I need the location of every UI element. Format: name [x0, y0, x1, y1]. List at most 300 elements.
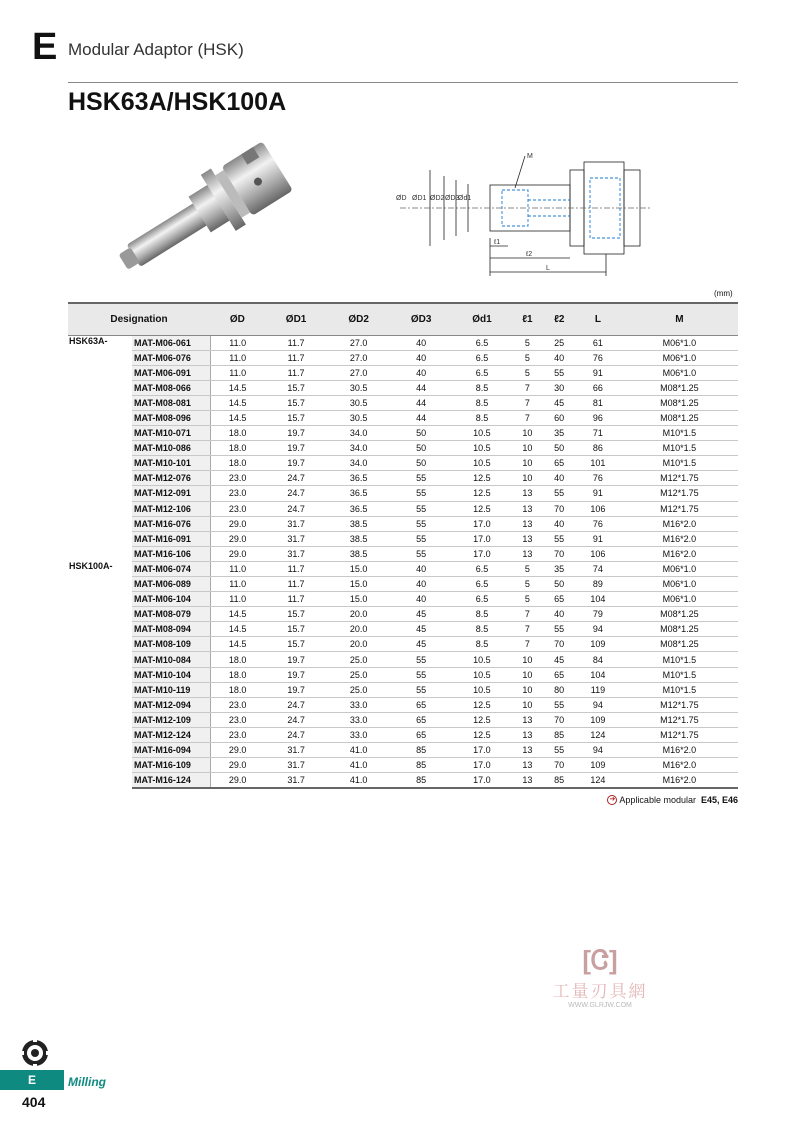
- table-cell: M10*1.5: [621, 652, 738, 667]
- table-cell: 13: [512, 546, 544, 561]
- table-cell: 70: [543, 758, 575, 773]
- table-cell: 55: [390, 501, 453, 516]
- table-cell: 27.0: [327, 365, 390, 380]
- column-header: ØD1: [265, 303, 328, 335]
- designation-cell: MAT-M06-104: [132, 592, 210, 607]
- table-cell: 44: [390, 410, 453, 425]
- section-letter: E: [32, 26, 58, 68]
- table-cell: 23.0: [210, 501, 265, 516]
- table-cell: 13: [512, 501, 544, 516]
- table-cell: 55: [390, 667, 453, 682]
- section-label: Milling: [68, 1075, 106, 1089]
- table-cell: 119: [575, 682, 621, 697]
- table-cell: 7: [512, 622, 544, 637]
- table-cell: 13: [512, 773, 544, 788]
- table-cell: 25: [543, 335, 575, 350]
- table-cell: 45: [390, 607, 453, 622]
- table-cell: 61: [575, 335, 621, 350]
- table-cell: 41.0: [327, 743, 390, 758]
- table-cell: 91: [575, 531, 621, 546]
- table-cell: 11.7: [265, 592, 328, 607]
- table-cell: 17.0: [452, 546, 511, 561]
- drawing-label-od2: ØD2: [430, 195, 445, 202]
- unit-label: (mm): [714, 289, 733, 298]
- table-cell: 24.7: [265, 471, 328, 486]
- spec-table: [68, 302, 738, 789]
- table-cell: M06*1.0: [621, 365, 738, 380]
- table-cell: 14.5: [210, 637, 265, 652]
- table-cell: 24.7: [265, 712, 328, 727]
- table-cell: 55: [390, 546, 453, 561]
- table-cell: 36.5: [327, 501, 390, 516]
- table-cell: 17.0: [452, 516, 511, 531]
- table-cell: 36.5: [327, 471, 390, 486]
- table-cell: 19.7: [265, 456, 328, 471]
- table-cell: 65: [543, 667, 575, 682]
- table-cell: 55: [543, 365, 575, 380]
- table-cell: 94: [575, 743, 621, 758]
- table-cell: 55: [543, 622, 575, 637]
- table-cell: 18.0: [210, 667, 265, 682]
- table-cell: 55: [390, 471, 453, 486]
- designation-cell: MAT-M12-124: [132, 727, 210, 742]
- table-cell: 29.0: [210, 546, 265, 561]
- table-cell: M08*1.25: [621, 607, 738, 622]
- table-cell: 50: [390, 441, 453, 456]
- table-cell: 11.0: [210, 577, 265, 592]
- table-cell: 12.5: [452, 712, 511, 727]
- product-photo: [100, 130, 310, 290]
- table-cell: 20.0: [327, 607, 390, 622]
- table-cell: 8.5: [452, 622, 511, 637]
- table-cell: 24.7: [265, 727, 328, 742]
- table-cell: 50: [390, 456, 453, 471]
- table-cell: 85: [543, 727, 575, 742]
- table-cell: 45: [390, 637, 453, 652]
- watermark-logo-icon: [Ꮳ]: [582, 945, 618, 975]
- table-row: [68, 577, 738, 592]
- table-cell: 18.0: [210, 456, 265, 471]
- table-cell: 40: [543, 471, 575, 486]
- table-cell: 31.7: [265, 516, 328, 531]
- table-cell: 19.7: [265, 652, 328, 667]
- table-cell: 29.0: [210, 531, 265, 546]
- column-header: Designation: [68, 303, 210, 335]
- table-cell: 20.0: [327, 637, 390, 652]
- table-cell: 18.0: [210, 441, 265, 456]
- table-cell: 7: [512, 607, 544, 622]
- table-cell: 40: [543, 516, 575, 531]
- table-cell: 10.5: [452, 667, 511, 682]
- table-row: [68, 395, 738, 410]
- table-cell: M08*1.25: [621, 637, 738, 652]
- milling-cutter-icon: [20, 1038, 50, 1068]
- table-cell: 91: [575, 486, 621, 501]
- table-cell: 18.0: [210, 426, 265, 441]
- table-row: [68, 758, 738, 773]
- table-cell: 34.0: [327, 441, 390, 456]
- designation-cell: MAT-M06-076: [132, 350, 210, 365]
- table-cell: 106: [575, 501, 621, 516]
- table-cell: 6.5: [452, 592, 511, 607]
- table-cell: 23.0: [210, 471, 265, 486]
- table-cell: 31.7: [265, 758, 328, 773]
- table-cell: M12*1.75: [621, 712, 738, 727]
- table-cell: 40: [543, 350, 575, 365]
- table-cell: M12*1.75: [621, 486, 738, 501]
- designation-cell: MAT-M08-081: [132, 395, 210, 410]
- table-cell: 12.5: [452, 486, 511, 501]
- table-cell: 65: [543, 592, 575, 607]
- table-row: [68, 516, 738, 531]
- table-cell: 94: [575, 697, 621, 712]
- drawing-label-m: M: [527, 153, 533, 160]
- table-cell: 33.0: [327, 697, 390, 712]
- table-cell: 50: [543, 577, 575, 592]
- table-cell: 24.7: [265, 486, 328, 501]
- table-cell: 19.7: [265, 682, 328, 697]
- table-cell: 40: [543, 607, 575, 622]
- designation-cell: MAT-M12-094: [132, 697, 210, 712]
- designation-cell: MAT-M08-096: [132, 410, 210, 425]
- table-cell: M06*1.0: [621, 592, 738, 607]
- table-cell: 70: [543, 637, 575, 652]
- table-cell: 13: [512, 486, 544, 501]
- table-row: [68, 365, 738, 380]
- table-cell: 13: [512, 743, 544, 758]
- table-cell: 40: [390, 592, 453, 607]
- table-cell: 7: [512, 380, 544, 395]
- designation-cell: MAT-M16-106: [132, 546, 210, 561]
- table-cell: 10.5: [452, 652, 511, 667]
- table-cell: 6.5: [452, 365, 511, 380]
- table-cell: 40: [390, 561, 453, 576]
- table-cell: M16*2.0: [621, 516, 738, 531]
- table-header-row: [68, 303, 738, 335]
- table-cell: 70: [543, 712, 575, 727]
- column-header: ØD2: [327, 303, 390, 335]
- table-cell: 31.7: [265, 773, 328, 788]
- group-label: HSK63A-: [69, 335, 108, 346]
- table-cell: 14.5: [210, 410, 265, 425]
- drawing-label-od-small: Ød1: [458, 195, 472, 202]
- applicable-note: [607, 795, 738, 805]
- note-ref[interactable]: E45, E46: [700, 795, 738, 805]
- table-cell: 65: [390, 712, 453, 727]
- table-cell: 19.7: [265, 441, 328, 456]
- table-cell: 10: [512, 682, 544, 697]
- section-tab[interactable]: E: [0, 1070, 64, 1090]
- table-row: [68, 380, 738, 395]
- table-cell: 29.0: [210, 516, 265, 531]
- table-row: [68, 637, 738, 652]
- table-cell: M12*1.75: [621, 471, 738, 486]
- table-cell: 8.5: [452, 380, 511, 395]
- table-cell: M10*1.5: [621, 456, 738, 471]
- table-cell: 76: [575, 350, 621, 365]
- designation-cell: MAT-M10-101: [132, 456, 210, 471]
- table-cell: 60: [543, 410, 575, 425]
- table-cell: 55: [390, 652, 453, 667]
- table-cell: 8.5: [452, 395, 511, 410]
- table-row: [68, 531, 738, 546]
- table-cell: 31.7: [265, 546, 328, 561]
- table-cell: 5: [512, 350, 544, 365]
- table-cell: 33.0: [327, 727, 390, 742]
- designation-cell: MAT-M06-074: [132, 561, 210, 576]
- designation-cell: MAT-M16-124: [132, 773, 210, 788]
- table-cell: 11.7: [265, 561, 328, 576]
- table-cell: 19.7: [265, 667, 328, 682]
- table-cell: 14.5: [210, 607, 265, 622]
- drawing-label-l: L: [546, 265, 550, 272]
- designation-cell: MAT-M08-079: [132, 607, 210, 622]
- technical-drawing: [390, 150, 740, 280]
- table-cell: M16*2.0: [621, 743, 738, 758]
- table-row: [68, 441, 738, 456]
- table-row: [68, 501, 738, 516]
- table-cell: M16*2.0: [621, 758, 738, 773]
- table-cell: 10: [512, 471, 544, 486]
- table-cell: 55: [390, 486, 453, 501]
- table-cell: 15.7: [265, 637, 328, 652]
- table-cell: 85: [390, 773, 453, 788]
- table-cell: 55: [543, 743, 575, 758]
- table-cell: 11.0: [210, 592, 265, 607]
- table-row: [68, 622, 738, 637]
- drawing-label-od: ØD: [396, 195, 407, 202]
- table-cell: 29.0: [210, 758, 265, 773]
- table-cell: M08*1.25: [621, 622, 738, 637]
- table-cell: 41.0: [327, 758, 390, 773]
- table-row: [68, 335, 738, 350]
- table-row: [68, 697, 738, 712]
- table-cell: 86: [575, 441, 621, 456]
- table-cell: 5: [512, 335, 544, 350]
- table-cell: 15.0: [327, 561, 390, 576]
- table-cell: 8.5: [452, 607, 511, 622]
- table-cell: 13: [512, 758, 544, 773]
- designation-cell: MAT-M10-084: [132, 652, 210, 667]
- table-cell: 80: [543, 682, 575, 697]
- table-cell: 34.0: [327, 426, 390, 441]
- table-row: [68, 456, 738, 471]
- table-cell: 7: [512, 637, 544, 652]
- table-cell: 7: [512, 395, 544, 410]
- table-cell: 25.0: [327, 652, 390, 667]
- table-cell: 27.0: [327, 350, 390, 365]
- table-cell: M16*2.0: [621, 773, 738, 788]
- header-divider: [68, 82, 738, 83]
- table-row: [68, 410, 738, 425]
- table-cell: 40: [390, 577, 453, 592]
- table-cell: 17.0: [452, 758, 511, 773]
- designation-cell: MAT-M08-094: [132, 622, 210, 637]
- designation-cell: MAT-M10-086: [132, 441, 210, 456]
- table-cell: 76: [575, 516, 621, 531]
- designation-cell: MAT-M16-091: [132, 531, 210, 546]
- section-title: Modular Adaptor (HSK): [68, 40, 244, 59]
- table-row: [68, 773, 738, 788]
- table-cell: 11.0: [210, 350, 265, 365]
- drawing-label-l1: ℓ1: [494, 239, 501, 246]
- table-cell: 10.5: [452, 456, 511, 471]
- table-cell: 71: [575, 426, 621, 441]
- table-cell: 12.5: [452, 697, 511, 712]
- table-cell: 24.7: [265, 697, 328, 712]
- table-cell: 66: [575, 380, 621, 395]
- table-cell: 10: [512, 426, 544, 441]
- designation-cell: MAT-M12-091: [132, 486, 210, 501]
- designation-cell: MAT-M08-066: [132, 380, 210, 395]
- table-cell: 15.7: [265, 410, 328, 425]
- watermark-text: 工量刃具網: [552, 982, 648, 1002]
- table-cell: 38.5: [327, 516, 390, 531]
- table-cell: 15.0: [327, 577, 390, 592]
- table-cell: 14.5: [210, 622, 265, 637]
- table-cell: 23.0: [210, 486, 265, 501]
- table-cell: 55: [390, 516, 453, 531]
- table-cell: 15.7: [265, 380, 328, 395]
- table-cell: 44: [390, 395, 453, 410]
- table-cell: 5: [512, 365, 544, 380]
- table-cell: 20.0: [327, 622, 390, 637]
- table-cell: M08*1.25: [621, 410, 738, 425]
- table-cell: M06*1.0: [621, 561, 738, 576]
- table-cell: 85: [390, 743, 453, 758]
- table-cell: 5: [512, 561, 544, 576]
- table-cell: 17.0: [452, 743, 511, 758]
- table-cell: 40: [390, 350, 453, 365]
- note-text: Applicable modular: [619, 795, 696, 805]
- table-cell: M12*1.75: [621, 697, 738, 712]
- designation-cell: MAT-M10-071: [132, 426, 210, 441]
- table-cell: 13: [512, 712, 544, 727]
- table-cell: 29.0: [210, 743, 265, 758]
- table-cell: 11.0: [210, 561, 265, 576]
- table-cell: 74: [575, 561, 621, 576]
- table-cell: 40: [390, 335, 453, 350]
- designation-cell: MAT-M12-106: [132, 501, 210, 516]
- table-cell: 109: [575, 637, 621, 652]
- table-cell: 41.0: [327, 773, 390, 788]
- table-cell: 35: [543, 426, 575, 441]
- table-cell: 25.0: [327, 667, 390, 682]
- column-header: ØD3: [390, 303, 453, 335]
- table-cell: M12*1.75: [621, 501, 738, 516]
- table-cell: 34.0: [327, 456, 390, 471]
- table-cell: 15.7: [265, 607, 328, 622]
- table-cell: 10.5: [452, 682, 511, 697]
- table-cell: 124: [575, 727, 621, 742]
- table-cell: 84: [575, 652, 621, 667]
- designation-cell: MAT-M16-076: [132, 516, 210, 531]
- table-cell: 24.7: [265, 501, 328, 516]
- table-cell: 124: [575, 773, 621, 788]
- table-cell: 81: [575, 395, 621, 410]
- table-cell: 8.5: [452, 410, 511, 425]
- column-header: ℓ1: [512, 303, 544, 335]
- table-cell: 6.5: [452, 350, 511, 365]
- table-cell: 35: [543, 561, 575, 576]
- table-cell: 11.7: [265, 365, 328, 380]
- table-cell: 65: [390, 727, 453, 742]
- table-cell: 11.7: [265, 350, 328, 365]
- table-cell: 65: [543, 456, 575, 471]
- table-cell: M06*1.0: [621, 350, 738, 365]
- table-cell: 12.5: [452, 501, 511, 516]
- table-cell: 45: [390, 622, 453, 637]
- table-cell: 12.5: [452, 727, 511, 742]
- table-cell: 109: [575, 758, 621, 773]
- table-cell: 85: [543, 773, 575, 788]
- table-cell: 5: [512, 592, 544, 607]
- table-cell: M10*1.5: [621, 667, 738, 682]
- table-cell: 18.0: [210, 682, 265, 697]
- designation-cell: MAT-M12-109: [132, 712, 210, 727]
- table-cell: 23.0: [210, 697, 265, 712]
- table-cell: M10*1.5: [621, 426, 738, 441]
- table-cell: M08*1.25: [621, 380, 738, 395]
- table-row: [68, 592, 738, 607]
- table-row: [68, 682, 738, 697]
- group-label: HSK100A-: [69, 561, 113, 572]
- table-cell: 6.5: [452, 577, 511, 592]
- table-row: [68, 652, 738, 667]
- table-cell: 55: [543, 697, 575, 712]
- table-cell: 106: [575, 546, 621, 561]
- table-cell: 79: [575, 607, 621, 622]
- table-cell: 31.7: [265, 743, 328, 758]
- designation-cell: MAT-M08-109: [132, 637, 210, 652]
- table-cell: 7: [512, 410, 544, 425]
- table-cell: 13: [512, 531, 544, 546]
- table-cell: 11.7: [265, 335, 328, 350]
- watermark: [525, 945, 675, 1015]
- table-row: [68, 712, 738, 727]
- table-cell: 109: [575, 712, 621, 727]
- table-cell: 76: [575, 471, 621, 486]
- table-cell: 40: [390, 365, 453, 380]
- table-cell: 36.5: [327, 486, 390, 501]
- table-cell: 11.7: [265, 577, 328, 592]
- column-header: ℓ2: [543, 303, 575, 335]
- table-cell: 70: [543, 546, 575, 561]
- table-cell: 30.5: [327, 380, 390, 395]
- designation-cell: MAT-M12-076: [132, 471, 210, 486]
- table-cell: M08*1.25: [621, 395, 738, 410]
- table-cell: 94: [575, 622, 621, 637]
- table-cell: 17.0: [452, 773, 511, 788]
- table-cell: M06*1.0: [621, 577, 738, 592]
- column-header: ØD: [210, 303, 265, 335]
- table-cell: M10*1.5: [621, 441, 738, 456]
- drawing-label-od3: ØD3: [445, 195, 460, 202]
- table-row: [68, 561, 738, 576]
- table-cell: 18.0: [210, 652, 265, 667]
- table-cell: 70: [543, 501, 575, 516]
- table-cell: 30.5: [327, 395, 390, 410]
- designation-cell: MAT-M10-104: [132, 667, 210, 682]
- arrow-circle-icon: ➔: [607, 795, 617, 805]
- table-row: [68, 350, 738, 365]
- table-cell: 11.0: [210, 335, 265, 350]
- table-row: [68, 727, 738, 742]
- table-row: [68, 743, 738, 758]
- table-cell: 5: [512, 577, 544, 592]
- table-cell: 10: [512, 652, 544, 667]
- table-cell: 10.5: [452, 426, 511, 441]
